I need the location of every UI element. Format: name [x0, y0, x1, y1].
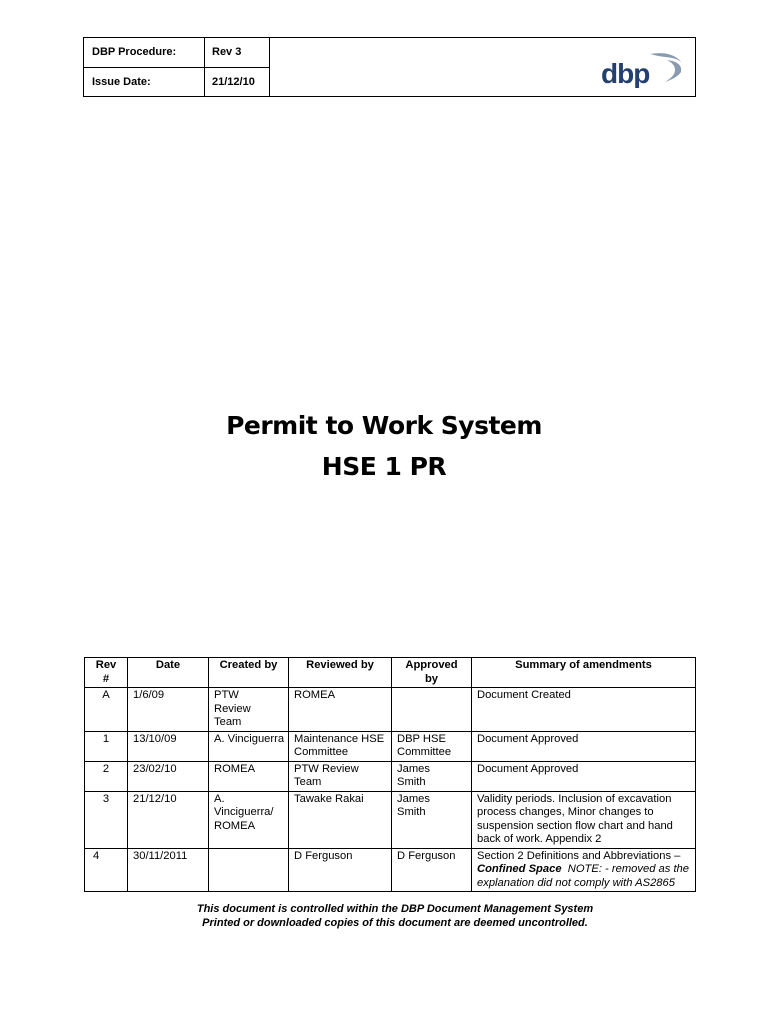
created-by-cell: A. Vinciguerra [209, 731, 289, 761]
table-row [85, 761, 696, 791]
document-code: HSE 1 PR [321, 452, 447, 481]
revision-table [84, 657, 696, 892]
summary-cell: Document Approved [472, 731, 696, 761]
table-row [85, 731, 696, 761]
created-by-cell: ROMEA [209, 761, 289, 791]
approved-by-cell: D Ferguson [392, 848, 472, 892]
col-header-date: Date [128, 658, 209, 688]
reviewed-by-cell: D Ferguson [289, 848, 392, 892]
date-cell: 13/10/09 [128, 731, 209, 761]
approved-by-cell [392, 688, 472, 732]
date-cell: 30/11/2011 [128, 848, 209, 892]
footer-control-note: This document is controlled within the DBP Document Management System [196, 903, 594, 915]
rev-cell: 3 [85, 791, 128, 848]
rev-cell: 2 [85, 761, 128, 791]
created-by-cell: PTW Review Team [209, 688, 289, 732]
issue-date-value: 21/12/10 [212, 76, 255, 88]
approved-by-cell: James Smith [392, 791, 472, 848]
col-header-rev: Rev # [85, 658, 128, 688]
summary-cell [472, 848, 696, 892]
divider [84, 67, 270, 68]
date-cell: 21/12/10 [128, 791, 209, 848]
issue-date-label: Issue Date: [92, 76, 151, 88]
document-title: Permit to Work System [226, 411, 542, 440]
reviewed-by-cell: ROMEA [289, 688, 392, 732]
reviewed-by-cell: Maintenance HSE Committee [289, 731, 392, 761]
date-cell: 1/6/09 [128, 688, 209, 732]
reviewed-by-cell: PTW Review Team [289, 761, 392, 791]
reviewed-by-cell: Tawake Rakai [289, 791, 392, 848]
col-header-reviewed-by: Reviewed by [289, 658, 392, 688]
summary-cell: Document Created [472, 688, 696, 732]
created-by-cell: A. Vinciguerra/ ROMEA [209, 791, 289, 848]
summary-cell: Validity periods. Inclusion of excavation process changes, Minor changes to suspension section flow chart and hand back of work. Appendix 2 [472, 791, 696, 848]
procedure-value: Rev 3 [212, 46, 242, 58]
created-by-cell [209, 848, 289, 892]
col-header-approved-by: Approved by [392, 658, 472, 688]
table-header-row [85, 658, 696, 688]
table-row [85, 791, 696, 848]
col-header-summary: Summary of amendments [472, 658, 696, 688]
rev-cell: 1 [85, 731, 128, 761]
rev-cell: 4 [85, 848, 128, 892]
svg-text:dbp: dbp [601, 58, 650, 88]
date-cell: 23/02/10 [128, 761, 209, 791]
approved-by-cell: DBP HSE Committee [392, 731, 472, 761]
rev-cell: A [85, 688, 128, 732]
approved-by-cell: James Smith [392, 761, 472, 791]
dbp-logo [595, 48, 687, 88]
col-header-created-by: Created by [209, 658, 289, 688]
procedure-label: DBP Procedure: [92, 46, 177, 58]
table-row [85, 688, 696, 732]
summary-cell: Document Approved [472, 761, 696, 791]
summary-text: Section 2 Definitions and Abbreviations – [477, 849, 681, 862]
table-row [85, 848, 696, 892]
footer-uncontrolled-note: Printed or downloaded copies of this document are deemed uncontrolled. [202, 917, 588, 929]
summary-note: NOTE: - removed as the explanation did not comply with AS2865 [477, 863, 693, 889]
summary-emphasis: Confined Space [477, 863, 562, 875]
header-table [83, 37, 696, 97]
